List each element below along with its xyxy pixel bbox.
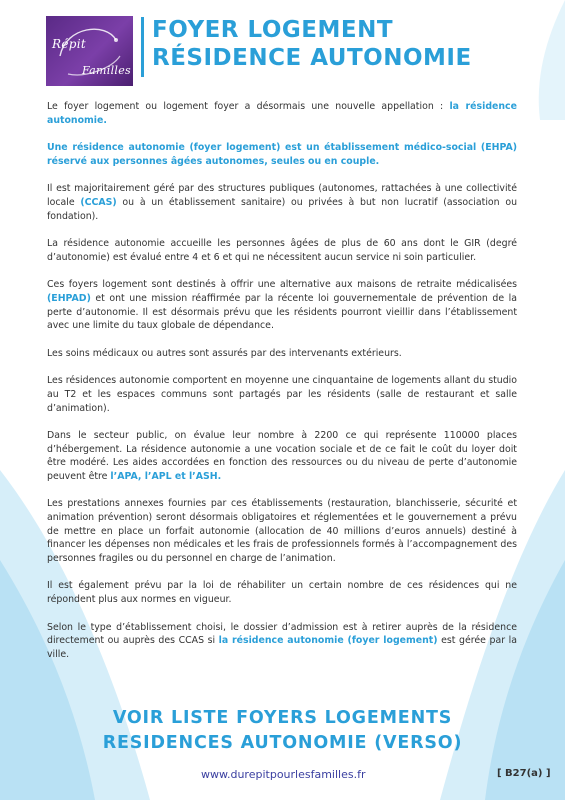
paragraph — [47, 579, 517, 606]
paragraph — [47, 237, 517, 264]
paragraph — [47, 182, 517, 223]
document-code: [ B27(a) ] — [497, 768, 551, 779]
title-accent-bar — [141, 17, 144, 77]
paragraph — [47, 100, 517, 127]
logo — [46, 16, 133, 86]
paragraph-text: Ces foyers logement sont destinés à offrir une alternative aux maisons de retraite médicalisées — [47, 279, 517, 291]
logo-text-line1: Répit — [52, 37, 86, 51]
highlighted-text: l’APA, l’APL et l’ASH. — [110, 470, 222, 482]
highlighted-text: la résidence autonomie (foyer logement) — [218, 635, 438, 647]
paragraph — [47, 621, 517, 662]
paragraph — [47, 347, 517, 361]
paragraph-text: et ont une mission réaffirmée par la récente loi gouvernementale de prévention de la perte d’autonomie. Il est désormais prévu que les résidents pourront vieillir dans l’établissement avec une limite du taux globale de dépendance. — [47, 292, 517, 332]
paragraph — [47, 278, 517, 332]
body-text — [47, 100, 517, 675]
paragraph — [47, 374, 517, 415]
page-title-line2: RÉSIDENCE AUTONOMIE — [152, 45, 472, 71]
page-title — [152, 16, 472, 72]
paragraph-text: Il est majoritairement géré par des structures publiques (autonomes, rattachées à une collectivité locale — [47, 183, 517, 208]
paragraph-text: Dans le secteur public, on évalue leur nombre à 2200 ce qui représente 110000 places d’hébergement. La résidence autonomie a une vocation sociale et de ce fait le coût du loyer doit être modéré. Les aides accordées en fonction des ressources ou du niveau de perte d’autonomie peuvent être — [47, 430, 517, 482]
paragraph-text: Il est également prévu par la loi de réhabiliter un certain nombre de ces résidences qui ne répondent plus aux normes en vigueur. — [47, 580, 517, 606]
logo-text-line2: Familles — [82, 64, 131, 77]
paragraph-text: Les résidences autonomie comportent en moyenne une cinquantaine de logements allant du studio au T2 et les espaces communs sont partagés par les résidents (salle de restaurant et salle d’animation). — [47, 375, 517, 414]
highlighted-text: Une résidence autonomie (foyer logement) est un établissement médico-social (EHPA) réservé aux personnes âgées autonomes, seules ou en couple. — [47, 142, 517, 167]
see-list-heading-line2: RESIDENCES AUTONOMIE (VERSO) — [102, 733, 463, 753]
paragraph — [47, 141, 517, 168]
paragraph-text: est gérée par la ville. — [47, 635, 517, 660]
paragraph-text: Les prestations annexes fournies par ces établissements (restauration, blanchisserie, sécurité et animation prévention) seront désormais obligatoires et réglementées et le gouvernement a prévu de mettre en place un forfait autonomie (allocation de 40 millions d’euros annuels) destiné à financer les dépenses non médicales et les frais de professionnels formés à l’accompagnement des personnes fragiles ou du personnel en charge de l’animation. — [47, 498, 517, 564]
highlighted-text: la résidence autonomie. — [47, 101, 517, 126]
page-title-line1: FOYER LOGEMENT — [152, 17, 394, 43]
paragraph-text: La résidence autonomie accueille les personnes âgées de plus de 60 ans dont le GIR (degré d’autonomie) est évalué entre 4 et 6 et qui ne nécessitent aucun service ni soin particulier. — [47, 238, 517, 263]
paragraph-text: Le foyer logement ou logement foyer a désormais une nouvelle appellation : — [47, 101, 450, 112]
paragraph — [47, 497, 517, 565]
see-list-heading-line1: VOIR LISTE FOYERS LOGEMENTS — [112, 708, 453, 728]
paragraph-text: ou à un établissement sanitaire) ou privées à but non lucratif (association ou fondation). — [47, 196, 518, 222]
highlighted-text: (CCAS) — [80, 196, 117, 208]
paragraph-text: Les soins médicaux ou autres sont assurés par des intervenants extérieurs. — [47, 347, 402, 359]
paragraph-text: Selon le type d’établissement choisi, le dossier d’admission est à retirer auprès de la résidence directement ou auprès des CCAS si — [47, 621, 517, 647]
highlighted-text: (EHPAD) — [47, 292, 91, 304]
website-link[interactable]: www.durepitpourlesfamilles.fr — [201, 768, 366, 781]
see-list-heading — [0, 706, 565, 756]
paragraph — [47, 429, 517, 483]
